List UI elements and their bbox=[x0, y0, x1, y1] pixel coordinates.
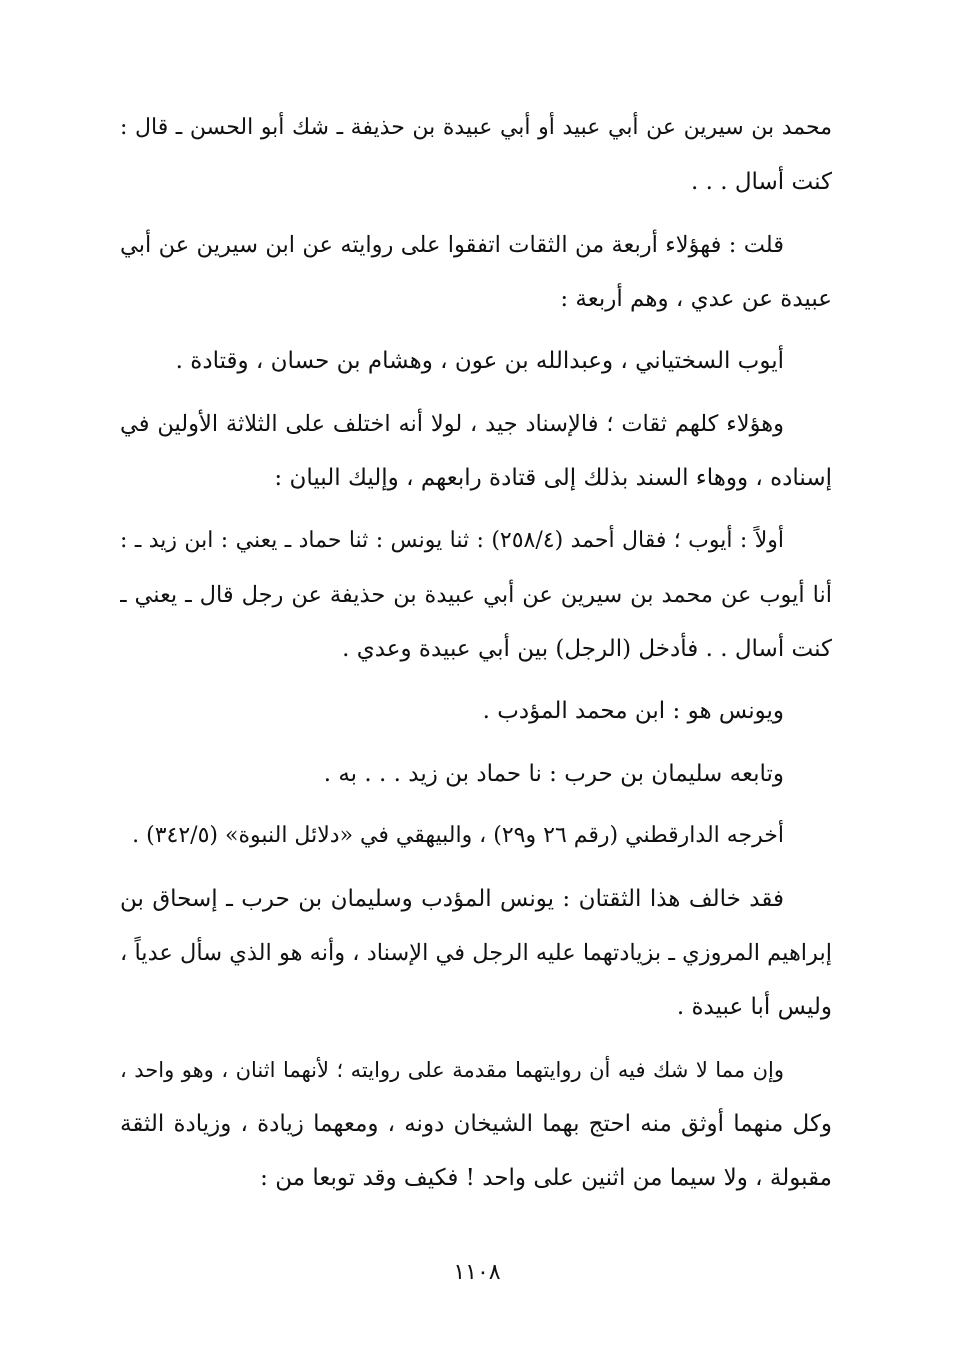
text-line: قلت : فهؤلاء أربعة من الثقات اتفقوا على روايته عن ابن سيرين عن أبي bbox=[120, 232, 784, 258]
text-line: عبيدة عن عدي ، وهم أربعة : bbox=[560, 286, 832, 312]
text-line: وهؤلاء كلهم ثقات ؛ فالإسناد جيد ، لولا أنه اختلف على الثلاثة الأولين في bbox=[120, 411, 784, 437]
text-line: وكل منهما أوثق منه احتج بهما الشيخان دونه ، ومعهما زيادة ، وزيادة الثقة bbox=[120, 1111, 832, 1137]
text-line: ويونس هو : ابن محمد المؤدب . bbox=[482, 698, 784, 724]
text-line: مقبولة ، ولا سيما من اثنين على واحد ! فكيف وقد توبعا من : bbox=[260, 1165, 832, 1191]
text-line: كنت أسال . . . bbox=[690, 169, 832, 195]
text-line: أنا أيوب عن محمد بن سيرين عن أبي عبيدة بن حذيفة عن رجل قال ـ يعني ـ bbox=[120, 582, 832, 608]
text-line: كنت أسال . . فأدخل (الرجل) بين أبي عبيدة وعدي . bbox=[342, 636, 832, 662]
text-line: إسناده ، ووهاء السند بذلك إلى قتادة رابعهم ، وإليك البيان : bbox=[274, 465, 832, 491]
text-line: وإن مما لا شك فيه أن روايتهما مقدمة على روايته ؛ لأنهما اثنان ، وهو واحد ، bbox=[120, 1058, 784, 1082]
text-line: إبراهيم المروزي ـ بزيادتهما عليه الرجل في الإسناد ، وأنه هو الذي سأل عدياً ، bbox=[120, 940, 832, 966]
text-line: أولاً : أيوب ؛ فقال أحمد (٢٥٨/٤) : ثنا يونس : ثنا حماد ـ يعني : ابن زيد ـ : bbox=[120, 528, 784, 553]
text-line: فقد خالف هذا الثقتان : يونس المؤدب وسليمان بن حرب ـ إسحاق بن bbox=[120, 886, 784, 912]
text-line: وليس أبا عبيدة . bbox=[676, 994, 832, 1020]
page-number: ١١٠٨ bbox=[453, 1260, 501, 1285]
text-line: محمد بن سيرين عن أبي عبيد أو أبي عبيدة بن حذيفة ـ شك أبو الحسن ـ قال : bbox=[120, 115, 832, 140]
text-line: أخرجه الدارقطني (رقم ٢٦ و٢٩) ، والبيهقي في «دلائل النبوة» (٣٤٢/٥) . bbox=[132, 823, 784, 848]
text-line: أيوب السختياني ، وعبدالله بن عون ، وهشام بن حسان ، وقتادة . bbox=[175, 348, 784, 374]
text-line: وتابعه سليمان بن حرب : نا حماد بن زيد . . . به . bbox=[323, 761, 784, 787]
